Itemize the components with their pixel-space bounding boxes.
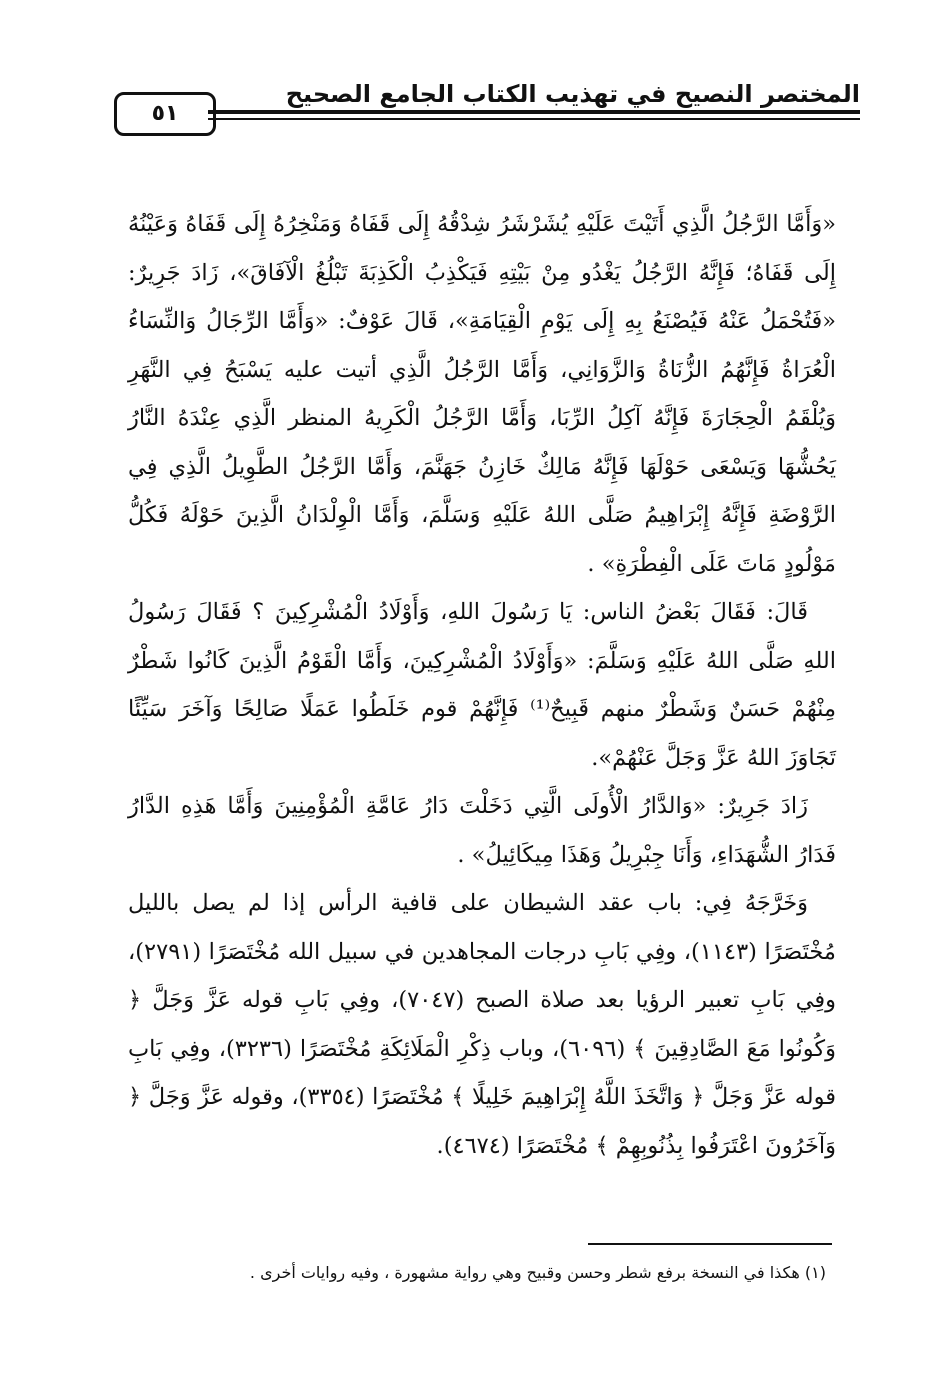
paragraph-2: قَالَ: فَقَالَ بَعْضُ الناس: يَا رَسُولَ اللهِ، وَأَوْلَادُ الْمُشْرِكِينَ ؟ فَقَالَ رَسُولُ اللهِ صَلَّى اللهُ عَلَيْهِ وَسَلَّمَ: «وَأَوْلَادُ الْمُشْرِكِينَ، وَأَمَّا الْقَوْمُ الَّذِينَ كَانُوا شَطْرٌ مِنْهُمْ حَسَنٌ وَشَطْرٌ منهم قَبِيحٌ⁽¹⁾ فَإِنَّهُمْ قوم خَلَطُوا عَمَلًا صَالِحًا وَآخَرَ سَيِّئًا تَجَاوَزَ اللهُ عَزَّ وَجَلَّ عَنْهُمْ». (128, 599, 836, 771)
footnote: (١) هكذا في النسخة برفع شطر وحسن وقبيح وهي رواية مشهورة ، وفيه روايات أخرى . (249, 1263, 826, 1282)
footnote-separator (588, 1243, 832, 1245)
header-rule-thick (208, 110, 860, 114)
paragraph-4: وَخَرَّجَهُ فِي: باب عقد الشيطان على قافية الرأس إذا لم يصل بالليل مُخْتَصَرًا (١١٤٣)، وفِي بَابِ درجات المجاهدين في سبيل الله مُخْتَصَرًا (٢٧٩١)، وفِي بَابِ تعبير الرؤيا بعد صلاة الصبح (٧٠٤٧)، وفِي بَابِ قوله عَزَّ وَجَلَّ ﴿ وَكُونُوا مَعَ الصَّادِقِينَ ﴾ (٦٠٩٦)، وباب ذِكْرِ الْمَلَائِكَةِ مُخْتَصَرًا (٣٢٣٦)، وفِي بَابِ قوله عَزَّ وَجَلَّ ﴿ وَاتَّخَذَ اللَّهُ إِبْرَاهِيمَ خَلِيلًا ﴾ مُخْتَصَرًا (٣٣٥٤)، وقوله عَزَّ وَجَلَّ ﴿ وَآخَرُونَ اعْتَرَفُوا بِذُنُوبِهِمْ ﴾ مُخْتَصَرًا (٤٦٧٤). (128, 890, 836, 1159)
running-title: المختصر النصيح في تهذيب الكتاب الجامع الصحيح (285, 80, 860, 108)
page-header (100, 80, 860, 140)
paragraph-3: زَادَ جَرِيرٌ: «وَالدَّارُ الْأُولَى الَّتِي دَخَلْتَ دَارُ عَامَّةِ الْمُؤْمِنِينَ وَأَمَّا هَذِهِ الدَّارُ فَدَارُ الشُّهَدَاءِ، وَأَنَا جِبْرِيلُ وَهَذَا مِيكَائِيلُ» . (128, 793, 836, 868)
header-rule-thin (208, 118, 860, 120)
paragraph-1: «وَأَمَّا الرَّجُلُ الَّذِي أَتَيْتَ عَلَيْهِ يُشَرْشَرُ شِدْقُهُ إِلَى قَفَاهُ وَمَنْخِرُهُ إِلَى قَفَاهُ وَعَيْنُهُ إِلَى قَفَاهُ؛ فَإِنَّهُ الرَّجُلُ يَغْدُو مِنْ بَيْتِهِ فَيَكْذِبُ الْكَذِبَةَ تَبْلُغُ الْآفَاقَ»، زَادَ جَرِيرٌ: «فَتُحْمَلُ عَنْهُ فَيُصْنَعُ بِهِ إِلَى يَوْمِ الْقِيَامَةِ»، قَالَ عَوْفٌ: «وَأَمَّا الرِّجَالُ وَالنِّسَاءُ الْعُرَاةُ فَإِنَّهُمُ الزُّنَاةُ وَالزَّوَانِي، وَأَمَّا الرَّجُلُ الَّذِي أتيت عليه يَسْبَحُ فِي النَّهَرِ وَيُلْقَمُ الْحِجَارَةَ فَإِنَّهُ آكِلُ الرِّبَا، وَأَمَّا الرَّجُلُ الْكَرِيهُ المنظر الَّذِي عِنْدَهُ النَّارُ يَحُشُّهَا وَيَسْعَى حَوْلَهَا فَإِنَّهُ مَالِكٌ خَازِنُ جَهَنَّمَ، وَأَمَّا الرَّجُلُ الطَّوِيلُ الَّذِي فِي الرَّوْضَةِ فَإِنَّهُ إِبْرَاهِيمُ صَلَّى اللهُ عَلَيْهِ وَسَلَّمَ، وَأَمَّا الْوِلْدَانُ الَّذِينَ حَوْلَهُ فَكُلُّ مَوْلُودٍ مَاتَ عَلَى الْفِطْرَةِ» . (128, 211, 836, 577)
page-number: ٥١ (114, 92, 216, 136)
main-text (128, 200, 836, 1170)
